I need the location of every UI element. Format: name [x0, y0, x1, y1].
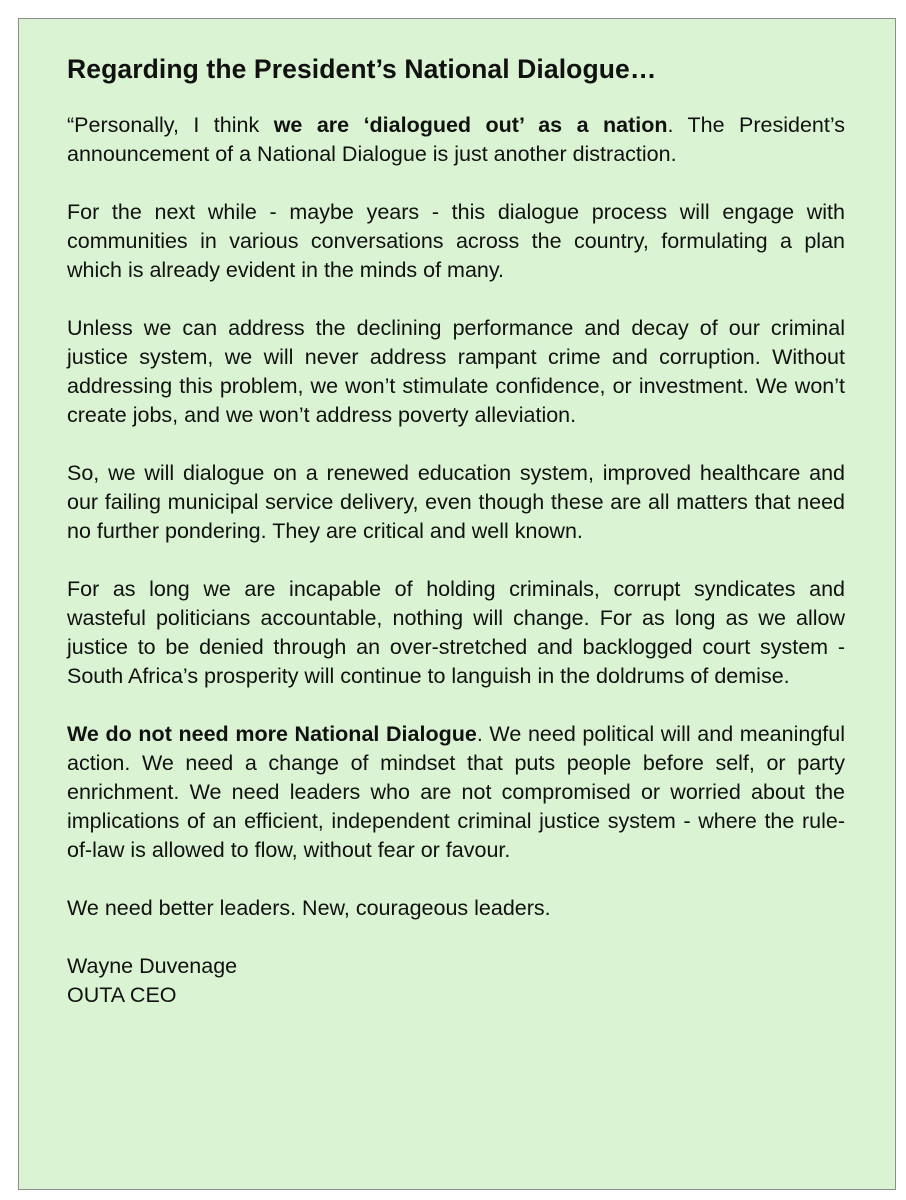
paragraph-2: For the next while - maybe years - this dialogue process will engage with communities in various conversations across the country, formulating a plan which is already evident in the minds of many. [67, 200, 845, 282]
signature-role: OUTA CEO [67, 983, 177, 1007]
paragraph-1-rest: . The President’s announcement of a National Dialogue is just another distraction. [67, 113, 845, 166]
paragraph-3: Unless we can address the declining performance and decay of our criminal justice system, we will never address rampant crime and corruption. Without addressing this problem, we won’t stimulate confidence, or investment. We won’t create jobs, and we won’t address poverty alleviation. [67, 316, 845, 427]
statement-title: Regarding the President’s National Dialogue… [67, 54, 657, 84]
signature-name: Wayne Duvenage [67, 954, 238, 978]
paragraph-5: For as long we are incapable of holding criminals, corrupt syndicates and wasteful politicians accountable, nothing will change. For as long as we allow justice to be denied through an over-stretched and backlogged court system - South Africa’s prosperity will continue to languish in the doldrums of demise. [67, 577, 845, 688]
paragraph-6 [67, 720, 845, 865]
paragraph-6-emphasis: We do not need more National Dialogue [67, 722, 477, 746]
paragraph-6-rest: . We need political will and meaningful action. We need a change of mindset that puts people before self, or party enrichment. We need leaders who are not compromised or worried about the implications of an efficient, independent criminal justice system - where the rule-of-law is allowed to flow, without fear or favour. [67, 722, 845, 862]
paragraph-1-intro: “Personally, I think [67, 113, 274, 137]
paragraph-1 [67, 111, 845, 169]
statement-page [18, 18, 896, 1190]
paragraph-7: We need better leaders. New, courageous leaders. [67, 896, 551, 920]
paragraph-1-emphasis: we are ‘dialogued out’ as a nation [273, 113, 668, 137]
paragraph-4: So, we will dialogue on a renewed education system, improved healthcare and our failing municipal service delivery, even though these are all matters that need no further pondering. They are critical and well known. [67, 461, 845, 543]
